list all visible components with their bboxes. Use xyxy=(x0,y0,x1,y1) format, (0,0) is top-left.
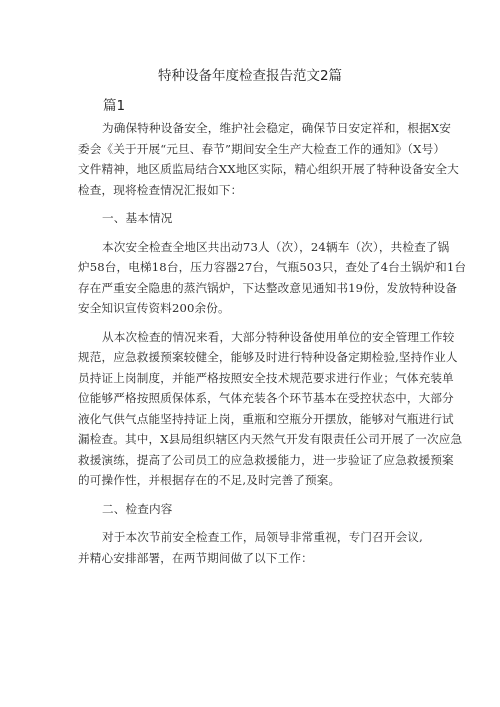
text-line: 液化气供气点能坚持持证上岗，重瓶和空瓶分开摆放，能够对气瓶进行试 xyxy=(78,411,454,426)
text-line: 炉58台，电梯18台，压力容器27台，气瓶503只，查处了4台土锅炉和1台 xyxy=(78,260,467,274)
part-label: 篇1 xyxy=(103,98,126,114)
text-line: 位能够严格按照质保体系，气体充装各个环节基本在受控状态中，大部分 xyxy=(78,391,454,405)
text-line: 从本次检查的情况来看，大部分特种设备使用单位的安全管理工作较 xyxy=(102,329,455,344)
section-heading: 二、检查内容 xyxy=(102,501,173,516)
text-line: 委会《关于开展“元旦、春节”期间安全生产大检查工作的通知》（X号） xyxy=(78,141,446,156)
document-body xyxy=(78,118,467,568)
paragraph-statistics xyxy=(78,237,467,319)
section-heading-basic xyxy=(78,208,438,229)
section-heading-content xyxy=(78,499,438,520)
paragraph-intro xyxy=(78,118,459,200)
paragraph-findings xyxy=(78,327,463,491)
text-line: 漏检查。其中，X县局组织辖区内天然气开发有限责任公司开展了一次应急 xyxy=(78,432,463,446)
text-line: 文件精神，地区质监局结合XX地区实际，精心组织开展了特种设备安全大 xyxy=(78,162,459,176)
section-heading: 一、基本情况 xyxy=(102,211,173,225)
paragraph-work xyxy=(78,527,438,568)
text-line: 规范，应急救援预案较健全，能够及时进行特种设备定期检验,坚持作业人 xyxy=(78,350,458,364)
text-line: 的可操作性，并根据存在的不足,及时完善了预案。 xyxy=(78,473,341,487)
text-line: 为确保特种设备安全，维护社会稳定，确保节日安定祥和，根据X安 xyxy=(102,121,451,135)
text-line: 救援演练，提高了公司员工的应急救援能力，进一步验证了应急救援预案 xyxy=(78,452,454,467)
document-title: 特种设备年度检查报告范文2篇 xyxy=(157,68,343,84)
text-line: 检查，现将检查情况汇报如下： xyxy=(78,182,243,197)
text-line: 员持证上岗制度，并能严格按照安全技术规范要求进行作业；气体充装单 xyxy=(78,370,454,385)
text-line: 并精心安排部署，在两节期间做了以下工作： xyxy=(78,550,313,565)
text-line: 对于本次节前安全检查工作，局领导非常重视，专门召开会议, xyxy=(102,530,423,544)
text-line: 存在严重安全隐患的蒸汽锅炉，下达整改意见通知书19份，发放特种设备 xyxy=(78,280,458,295)
text-line: 本次安全检查全地区共出动73人（次），24辆车（次），共检查了锅 xyxy=(102,239,450,254)
text-line: 安全知识宣传资料200余份。 xyxy=(78,301,230,315)
